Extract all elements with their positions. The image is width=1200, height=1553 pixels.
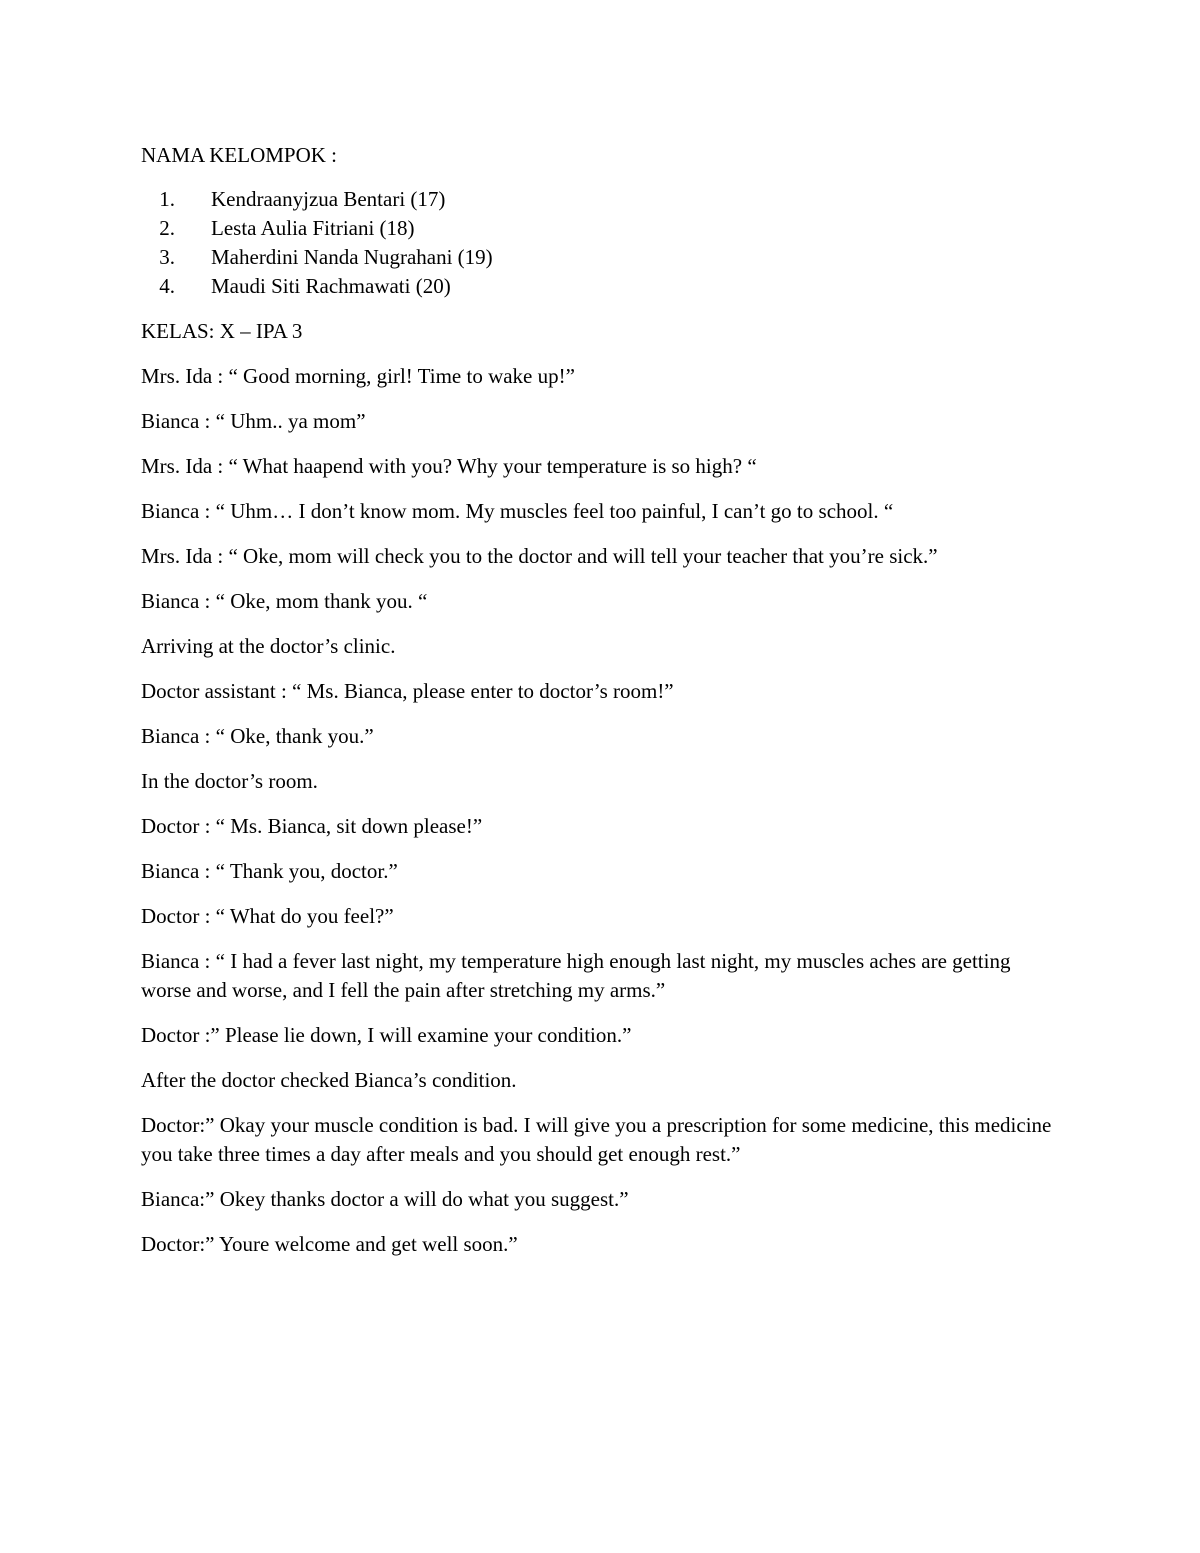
member-list [141, 185, 1061, 301]
member-item [141, 185, 1061, 214]
dialogue-line: Bianca : “ Uhm.. ya mom” [141, 409, 366, 433]
member-number: 3. [159, 245, 175, 269]
member-item [141, 272, 1061, 301]
dialogue-line: Doctor:” Youre welcome and get well soon.” [141, 1232, 518, 1256]
dialogue-line: Doctor assistant : “ Ms. Bianca, please enter to doctor’s room!” [141, 679, 674, 703]
narration-line: Arriving at the doctor’s clinic. [141, 634, 396, 658]
dialogue-line: Bianca : “ I had a fever last night, my temperature high enough last night, my muscles aches are getting worse and worse, and I fell the pain after stretching my arms.” [141, 949, 1011, 1002]
dialogue-line: Mrs. Ida : “ Good morning, girl! Time to wake up!” [141, 364, 575, 388]
dialogue-line: Bianca : “ Thank you, doctor.” [141, 859, 398, 883]
dialogue-line: Doctor : “ Ms. Bianca, sit down please!” [141, 814, 483, 838]
member-name: Kendraanyjzua Bentari (17) [211, 187, 446, 211]
member-number: 4. [159, 274, 175, 298]
member-name: Maudi Siti Rachmawati (20) [211, 274, 451, 298]
member-number: 1. [159, 187, 175, 211]
document-body [141, 141, 1061, 1275]
dialogue-line: Mrs. Ida : “ Oke, mom will check you to the doctor and will tell your teacher that you’re sick.” [141, 544, 938, 568]
class-line: KELAS: X – IPA 3 [141, 319, 303, 343]
member-name: Lesta Aulia Fitriani (18) [211, 216, 415, 240]
dialogue-line: Bianca:” Okey thanks doctor a will do what you suggest.” [141, 1187, 629, 1211]
dialogue-line: Doctor :” Please lie down, I will examine your condition.” [141, 1023, 632, 1047]
narration-line: In the doctor’s room. [141, 769, 318, 793]
dialogue-line: Bianca : “ Oke, mom thank you. “ [141, 589, 428, 613]
narration-line: After the doctor checked Bianca’s condition. [141, 1068, 517, 1092]
member-number: 2. [159, 216, 175, 240]
dialogue-line: Bianca : “ Uhm… I don’t know mom. My muscles feel too painful, I can’t go to school. “ [141, 499, 894, 523]
member-name: Maherdini Nanda Nugrahani (19) [211, 245, 493, 269]
dialogue-line: Bianca : “ Oke, thank you.” [141, 724, 374, 748]
dialogue-line: Doctor:” Okay your muscle condition is bad. I will give you a prescription for some medicine, this medicine you take three times a day after meals and you should get enough rest.” [141, 1113, 1052, 1166]
dialogue-line: Doctor : “ What do you feel?” [141, 904, 394, 928]
member-item [141, 214, 1061, 243]
group-heading: NAMA KELOMPOK : [141, 143, 338, 167]
member-item [141, 243, 1061, 272]
dialogue-line: Mrs. Ida : “ What haapend with you? Why your temperature is so high? “ [141, 454, 757, 478]
